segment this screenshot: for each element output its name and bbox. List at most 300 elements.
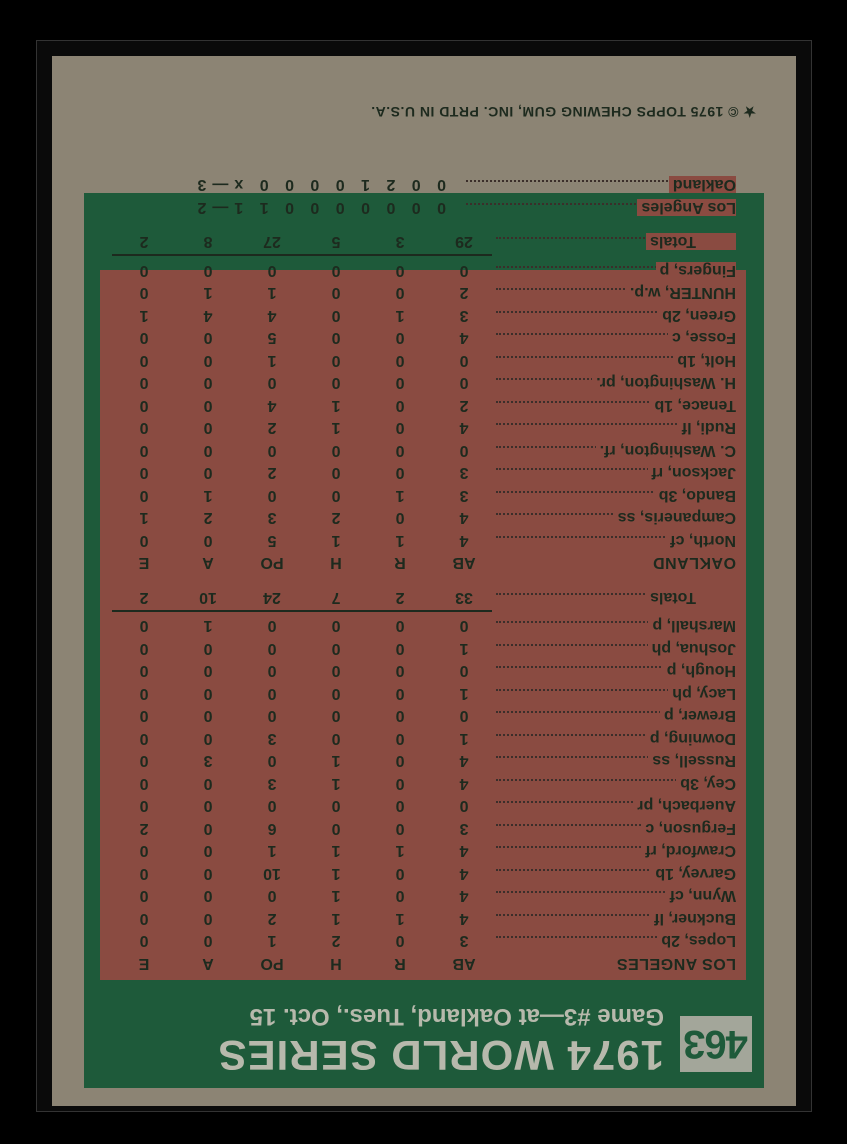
player-name: [496, 774, 736, 792]
stat-value: 0: [203, 396, 213, 414]
stat-value: 0: [459, 441, 469, 459]
stat-value: 1: [331, 419, 341, 437]
stat-value: 1: [267, 351, 277, 369]
stat-value: 0: [395, 441, 405, 459]
stat-value: 3: [267, 509, 277, 527]
stat-value: 1: [459, 684, 469, 702]
player-name: [496, 729, 736, 747]
stat-value: 2: [267, 419, 277, 437]
stat-value: 0: [203, 261, 213, 279]
player-name-text: Crawford, rf: [641, 842, 736, 859]
player-name: [496, 841, 736, 859]
stat-value: 0: [395, 932, 405, 950]
stat-value: 0: [139, 639, 149, 657]
stat-value: 0: [395, 639, 405, 657]
player-name: [496, 351, 736, 369]
player-row: [110, 326, 736, 349]
player-name-text: H. Washington, pr.: [592, 374, 736, 391]
card-number: 463: [680, 1016, 752, 1072]
player-name-text: Green, 2b: [658, 307, 736, 324]
stat-value: 1: [395, 306, 405, 324]
player-name-text: Ferguson, c: [641, 820, 736, 837]
stat-value: 0: [267, 662, 277, 680]
stat-value: 0: [331, 441, 341, 459]
stat-value: 0: [203, 639, 213, 657]
stat-value: 0: [203, 797, 213, 815]
player-row: [110, 907, 736, 930]
stat-value: 5: [267, 531, 277, 549]
stat-value: 0: [267, 639, 277, 657]
line-score-innings: 0 0 0 0 0 0 0 1 1—2: [191, 198, 446, 216]
stat-value: 0: [267, 752, 277, 770]
stat-value: 0: [139, 684, 149, 702]
stat-value: 4: [267, 396, 277, 414]
totals-value: 3: [395, 233, 405, 251]
stat-header: E: [138, 554, 150, 572]
stat-value: 0: [139, 842, 149, 860]
player-row: [110, 349, 736, 372]
player-name: [496, 909, 736, 927]
player-name-text: Cey, 3b: [676, 775, 736, 792]
stat-value: 1: [331, 531, 341, 549]
stat-value: 0: [331, 707, 341, 725]
stat-value: 0: [395, 662, 405, 680]
line-score-row: [110, 173, 736, 196]
stat-value: 0: [139, 797, 149, 815]
player-name: [496, 931, 736, 949]
player-row: [110, 484, 736, 507]
player-row: [110, 659, 736, 682]
player-row: [110, 772, 736, 795]
player-row: [110, 281, 736, 304]
player-name-text: Holt, 1b: [673, 352, 736, 369]
stat-value: 0: [203, 464, 213, 482]
stat-value: 0: [203, 531, 213, 549]
stat-value: 0: [331, 261, 341, 279]
stat-value: 0: [203, 374, 213, 392]
stat-value: 3: [203, 752, 213, 770]
stat-value: 1: [331, 842, 341, 860]
player-row: [110, 929, 736, 952]
player-name-text: Marshall, p: [648, 617, 736, 634]
player-name-text: Lopes, 2b: [657, 932, 736, 949]
game-line: Game #3—at Oakland, Tues., Oct. 15: [249, 1003, 664, 1030]
player-name: [496, 864, 736, 882]
stat-value: 3: [459, 819, 469, 837]
stat-value: 0: [139, 374, 149, 392]
stat-value: 0: [331, 329, 341, 347]
section-spacer: [110, 218, 736, 230]
player-name: [496, 684, 736, 702]
series-title: 1974 WORLD SERIES: [217, 1032, 664, 1079]
stat-value: 0: [395, 752, 405, 770]
stat-value: 0: [331, 374, 341, 392]
player-name-text: Auerbach, pr: [633, 797, 736, 814]
stat-value: 1: [331, 774, 341, 792]
stat-value: 1: [331, 752, 341, 770]
player-name: [496, 463, 736, 481]
team-header-row: [110, 952, 736, 975]
stat-value: 0: [395, 729, 405, 747]
totals-value: 29: [455, 233, 473, 251]
stat-header: A: [202, 554, 214, 572]
line-score-team-text: Los Angeles: [637, 199, 736, 216]
stat-value: 0: [139, 419, 149, 437]
player-row: [110, 461, 736, 484]
player-name-text: Rudi, lf: [678, 419, 736, 436]
stat-value: 0: [139, 617, 149, 635]
stat-value: 10: [263, 864, 281, 882]
player-row: [110, 794, 736, 817]
player-name: [496, 508, 736, 526]
player-name-text: Wynn, cf: [666, 887, 736, 904]
player-name-text: Brewer, p: [660, 707, 736, 724]
stat-value: 0: [395, 396, 405, 414]
stat-value: 0: [395, 351, 405, 369]
stat-value: 4: [459, 774, 469, 792]
player-name: [496, 306, 736, 324]
totals-label-text: Totals: [646, 589, 736, 606]
stat-value: 0: [459, 797, 469, 815]
stat-header: AB: [452, 954, 476, 972]
player-name-text: Downing, p: [646, 730, 736, 747]
stat-value: 5: [267, 329, 277, 347]
player-name-text: HUNTER, w.p.: [626, 284, 736, 301]
stat-value: 0: [203, 729, 213, 747]
stat-value: 0: [267, 684, 277, 702]
stat-value: 3: [267, 774, 277, 792]
stat-value: 0: [203, 707, 213, 725]
totals-value: 2: [395, 588, 405, 606]
stat-value: 0: [459, 707, 469, 725]
player-row: [110, 884, 736, 907]
stat-value: 1: [331, 887, 341, 905]
totals-rule: [112, 255, 492, 257]
player-name-text: Joshua, ph: [648, 640, 736, 657]
player-row: [110, 637, 736, 660]
stat-value: 0: [395, 617, 405, 635]
stat-value: 0: [331, 486, 341, 504]
stat-value: 0: [203, 662, 213, 680]
stat-value: 0: [395, 819, 405, 837]
stat-value: 0: [203, 819, 213, 837]
stat-value: 4: [459, 864, 469, 882]
stat-value: 3: [267, 729, 277, 747]
player-name: [496, 328, 736, 346]
player-name-text: Garvey, 1b: [651, 865, 736, 882]
player-name: [496, 373, 736, 391]
stat-value: 0: [331, 684, 341, 702]
player-name-text: Fosse, c: [668, 329, 736, 346]
stat-value: 0: [395, 374, 405, 392]
stat-value: 1: [203, 617, 213, 635]
stat-value: 0: [139, 441, 149, 459]
stat-value: 4: [459, 419, 469, 437]
stat-value: 2: [331, 509, 341, 527]
card-content-rotated: [52, 56, 796, 1106]
player-row: [110, 727, 736, 750]
stat-value: 4: [459, 887, 469, 905]
player-name-text: Russell, ss: [648, 752, 736, 769]
stat-value: 2: [459, 284, 469, 302]
stat-value: 2: [331, 932, 341, 950]
stat-value: 4: [459, 752, 469, 770]
stat-value: 0: [331, 639, 341, 657]
player-name: [496, 486, 736, 504]
stat-value: 4: [459, 531, 469, 549]
stat-value: 1: [203, 284, 213, 302]
stat-value: 1: [267, 284, 277, 302]
stat-value: 0: [395, 284, 405, 302]
totals-value: 33: [455, 588, 473, 606]
player-name-text: Fingers, p: [656, 262, 736, 279]
player-row: [110, 416, 736, 439]
stat-value: 0: [203, 887, 213, 905]
stat-value: 0: [203, 774, 213, 792]
stat-value: 0: [331, 617, 341, 635]
copyright-line: ★ © 1975 TOPPS CHEWING GUM, INC. PRTD IN U.S.A.: [370, 104, 756, 120]
stat-value: 0: [331, 729, 341, 747]
player-row: [110, 862, 736, 885]
stat-value: 1: [267, 932, 277, 950]
player-name: [496, 796, 736, 814]
stat-header: AB: [452, 554, 476, 572]
totals-value: 10: [199, 588, 217, 606]
stat-value: 0: [139, 662, 149, 680]
stat-value: 0: [395, 509, 405, 527]
stat-value: 0: [395, 774, 405, 792]
stat-value: 0: [459, 351, 469, 369]
stat-value: 0: [459, 261, 469, 279]
stat-value: 0: [139, 351, 149, 369]
player-name: [496, 706, 736, 724]
stat-value: 4: [459, 509, 469, 527]
player-name: [496, 531, 736, 549]
totals-value: 24: [263, 588, 281, 606]
stat-value: 0: [203, 932, 213, 950]
stat-value: 0: [331, 464, 341, 482]
stat-value: 0: [139, 284, 149, 302]
stat-value: 4: [459, 909, 469, 927]
player-name-text: Buckner, lf: [650, 910, 736, 927]
line-score-team: [466, 198, 736, 216]
player-name-text: Tenace, 1b: [650, 397, 736, 414]
stat-value: 0: [331, 284, 341, 302]
player-name: [496, 261, 736, 279]
stat-value: 0: [395, 864, 405, 882]
stat-value: 1: [395, 842, 405, 860]
stat-value: 0: [331, 662, 341, 680]
stat-value: 0: [267, 374, 277, 392]
totals-value: 5: [331, 233, 341, 251]
player-row: [110, 817, 736, 840]
stat-value: 2: [267, 464, 277, 482]
stat-value: 0: [139, 774, 149, 792]
stat-value: 0: [139, 909, 149, 927]
section-spacer: [110, 574, 736, 586]
stat-value: 2: [139, 819, 149, 837]
player-name: [496, 639, 736, 657]
stat-value: 0: [395, 261, 405, 279]
stat-value: 1: [139, 509, 149, 527]
totals-value: 2: [139, 588, 149, 606]
stat-value: 0: [139, 932, 149, 950]
box-score: [110, 173, 736, 974]
title-banner: [84, 990, 764, 1088]
stat-header: A: [202, 954, 214, 972]
stat-value: 4: [459, 842, 469, 860]
stat-value: 0: [203, 329, 213, 347]
stat-value: 0: [203, 351, 213, 369]
stat-value: 1: [395, 909, 405, 927]
stat-value: 0: [267, 261, 277, 279]
stat-value: 0: [459, 374, 469, 392]
player-name-text: Bando, 3b: [655, 487, 736, 504]
stat-header: PO: [260, 554, 284, 572]
stat-value: 1: [139, 306, 149, 324]
stat-value: 6: [267, 819, 277, 837]
player-row: [110, 371, 736, 394]
stat-value: 0: [139, 486, 149, 504]
totals-value: 27: [263, 233, 281, 251]
stat-value: 1: [395, 531, 405, 549]
player-row: [110, 304, 736, 327]
stat-value: 1: [267, 842, 277, 860]
player-name: [496, 819, 736, 837]
player-name: [496, 396, 736, 414]
stat-value: 0: [203, 441, 213, 459]
stat-value: 0: [267, 887, 277, 905]
stat-value: 1: [331, 396, 341, 414]
stat-header: H: [330, 554, 342, 572]
stat-value: 0: [203, 419, 213, 437]
stat-value: 0: [395, 707, 405, 725]
stat-header: H: [330, 954, 342, 972]
stat-value: 0: [395, 887, 405, 905]
stat-value: 0: [139, 396, 149, 414]
player-name-text: Lacy, ph: [668, 685, 736, 702]
stat-header: PO: [260, 954, 284, 972]
stat-value: 4: [459, 329, 469, 347]
stat-value: 3: [459, 464, 469, 482]
stat-value: 0: [395, 419, 405, 437]
totals-rule: [112, 610, 492, 612]
stat-value: 0: [139, 531, 149, 549]
line-score-team: [466, 175, 736, 193]
stat-header: R: [394, 954, 406, 972]
stat-value: 0: [395, 684, 405, 702]
player-row: [110, 839, 736, 862]
stat-value: 0: [395, 329, 405, 347]
player-name: [496, 418, 736, 436]
stat-value: 0: [139, 464, 149, 482]
team-name: OAKLAND: [652, 554, 736, 572]
team-header-row: [110, 551, 736, 574]
player-name: [496, 441, 736, 459]
totals-value: 7: [331, 588, 341, 606]
player-name: [496, 661, 736, 679]
player-row: [110, 506, 736, 529]
stat-value: 0: [267, 707, 277, 725]
player-row: [110, 749, 736, 772]
stat-value: 0: [203, 684, 213, 702]
stat-value: 2: [267, 909, 277, 927]
stat-value: 0: [331, 797, 341, 815]
stat-value: 0: [203, 842, 213, 860]
player-row: [110, 614, 736, 637]
baseball-card-back: [52, 56, 796, 1106]
stat-value: 0: [395, 797, 405, 815]
player-row: [110, 704, 736, 727]
player-row: [110, 682, 736, 705]
player-row: [110, 529, 736, 552]
stat-value: 1: [203, 486, 213, 504]
stat-value: 2: [203, 509, 213, 527]
stat-value: 2: [459, 396, 469, 414]
line-score-team-text: Oakland: [669, 176, 736, 193]
line-score-innings: 0 0 2 1 0 0 0 0 x—3: [191, 176, 446, 194]
totals-label-text: Totals: [646, 233, 736, 250]
stat-value: 1: [331, 864, 341, 882]
stat-value: 0: [139, 752, 149, 770]
stat-value: 0: [139, 887, 149, 905]
totals-value: 2: [139, 233, 149, 251]
stat-header: R: [394, 554, 406, 572]
stat-value: 0: [267, 486, 277, 504]
stat-value: 1: [331, 909, 341, 927]
stat-value: 0: [139, 707, 149, 725]
stat-value: 4: [203, 306, 213, 324]
stat-value: 0: [459, 617, 469, 635]
stat-value: 0: [203, 864, 213, 882]
stat-value: 0: [267, 617, 277, 635]
stat-value: 0: [139, 261, 149, 279]
player-name: [496, 283, 736, 301]
stat-value: 0: [459, 662, 469, 680]
totals-row: [110, 586, 736, 609]
player-name-text: Jackson, rf: [648, 464, 736, 481]
totals-row: [110, 230, 736, 253]
stat-value: 1: [459, 639, 469, 657]
player-name: [496, 886, 736, 904]
stat-value: 0: [139, 864, 149, 882]
stat-value: 0: [331, 306, 341, 324]
stat-value: 3: [459, 306, 469, 324]
player-row: [110, 439, 736, 462]
stat-value: 0: [267, 441, 277, 459]
totals-label: [496, 232, 736, 250]
stat-value: 0: [139, 329, 149, 347]
stat-value: 0: [331, 351, 341, 369]
stat-header: E: [138, 954, 150, 972]
totals-value: 8: [203, 233, 213, 251]
stat-value: 0: [203, 909, 213, 927]
player-name-text: C. Washington, rf.: [596, 442, 736, 459]
stat-value: 0: [331, 819, 341, 837]
team-name: LOS ANGELES: [616, 954, 736, 972]
totals-label: [496, 588, 736, 606]
stat-value: 3: [459, 932, 469, 950]
line-score-row: [110, 196, 736, 219]
stat-value: 0: [267, 797, 277, 815]
player-name: [496, 751, 736, 769]
stat-value: 0: [395, 464, 405, 482]
stat-value: 0: [139, 729, 149, 747]
player-name-text: Hough, p: [663, 662, 736, 679]
stat-value: 3: [459, 486, 469, 504]
stat-value: 4: [267, 306, 277, 324]
stat-value: 1: [395, 486, 405, 504]
